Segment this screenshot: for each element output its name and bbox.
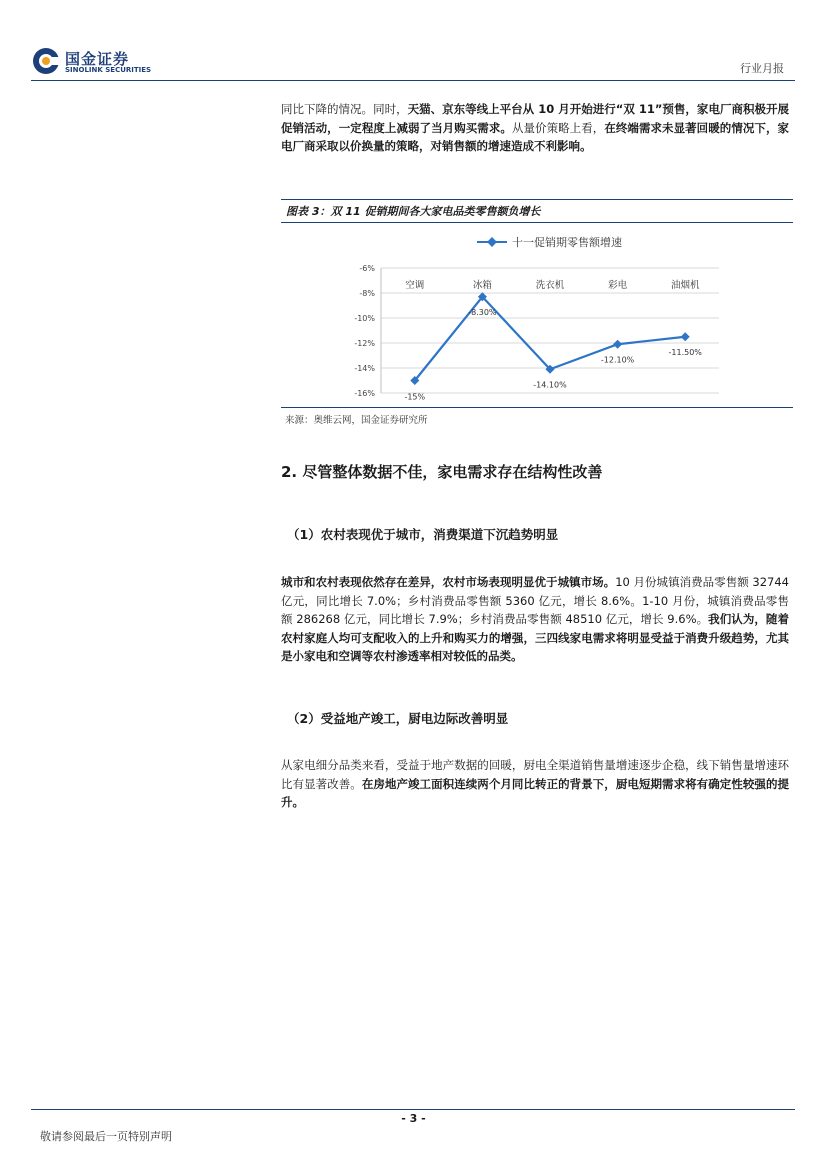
- paragraph-bold-text: 我们认为，随着农村家庭人均可支配收入的上升和购买力的增强，三四线家电需求将明显受益于消费升级趋势，尤其是小家电和空调等农村渗透率相对较低的品类。: [281, 612, 789, 663]
- y-tick-label: -8%: [359, 289, 375, 298]
- paragraph-bold-text: 城市和农村表现依然存在差异，农村市场表现明显优于城镇市场。: [281, 575, 616, 589]
- y-tick-label: -12%: [354, 339, 375, 348]
- disclaimer-note: 敬请参阅最后一页特别声明: [40, 1130, 172, 1143]
- y-tick-label: -14%: [354, 364, 375, 373]
- paragraph-kitchen: [281, 756, 789, 812]
- data-label: -11.50%: [668, 347, 702, 357]
- y-tick-label: -16%: [354, 389, 375, 398]
- page-number: - 3 -: [401, 1112, 426, 1125]
- figure-caption: 图表 3：双 11 促销期间各大家电品类零售额负增长: [286, 205, 541, 218]
- paragraph-text: 同比下降的情况。同时，: [281, 102, 408, 116]
- figure-bottom-rule: [281, 407, 793, 408]
- figure-source: 来源：奥维云网，国金证券研究所: [285, 415, 428, 426]
- logo-english-name: SINOLINK SECURITIES: [65, 66, 152, 74]
- x-category-label: 洗衣机: [535, 280, 565, 291]
- subsection-heading-kitchen: （2）受益地产竣工，厨电边际改善明显: [287, 711, 509, 726]
- paragraph-bold-text: 在终端需求未显著回暖的情况下，家电厂商采取以价换量的策略，对销售额的增速造成不利影响。: [281, 120, 790, 153]
- data-label: -14.10%: [533, 380, 567, 390]
- paragraph-text: 从家电细分品类来看，受益于地产数据的回暖，厨电全渠道销售量增速逐步企稳，线下销售量增速环比有显著改善。: [281, 758, 789, 791]
- paragraph-bold-text: 在房地产竣工面积连续两个月同比转正的背景下，厨电短期需求将有确定性较强的提升。: [281, 776, 789, 809]
- line-chart: [345, 223, 735, 407]
- x-category-label: 彩电: [608, 280, 628, 291]
- paragraph-rural: [281, 573, 789, 666]
- figure-top-rule: [281, 199, 793, 200]
- paragraph-bold-text: 天猫、京东等线上平台从 10 月开始进行“双 11”预售，家电厂商积极开展促销活动，一定程度上减弱了当月购买需求。: [281, 102, 789, 135]
- x-category-label: 冰箱: [472, 280, 492, 291]
- logo-chinese-name: 国金证券: [65, 50, 130, 68]
- company-logo: [31, 46, 151, 78]
- data-label: -12.10%: [600, 355, 635, 365]
- subsection-heading-rural: （1）农村表现优于城市，消费渠道下沉趋势明显: [287, 527, 559, 542]
- report-type-label: 行业月报: [740, 62, 784, 75]
- paragraph-text: 10 月份城镇消费品零售额 32744 亿元，同比增长 7.0%；乡村消费品零售额 5360 亿元，增长 8.6%。1-10 月份，城镇消费品零售额 286268 亿元，同比增长 7.9%；乡村消费品零售额 48510 亿元，增长 9.6%。: [281, 575, 789, 626]
- data-label: -8.30%: [468, 307, 497, 317]
- y-tick-label: -6%: [359, 264, 375, 273]
- paragraph-intro: [281, 100, 789, 156]
- y-tick-label: -10%: [354, 314, 375, 323]
- header-divider: [31, 80, 795, 81]
- x-category-label: 空调: [405, 280, 425, 291]
- sinolink-logo-icon: [31, 46, 61, 76]
- section-heading: 2. 尽管整体数据不佳，家电需求存在结构性改善: [281, 463, 603, 481]
- legend-label: 十一促销期零售额增速: [512, 236, 622, 249]
- data-label: -15%: [404, 392, 426, 402]
- footer-divider: [31, 1109, 795, 1110]
- x-category-label: 油烟机: [670, 280, 700, 291]
- paragraph-text: 从量价策略上看，: [511, 120, 605, 135]
